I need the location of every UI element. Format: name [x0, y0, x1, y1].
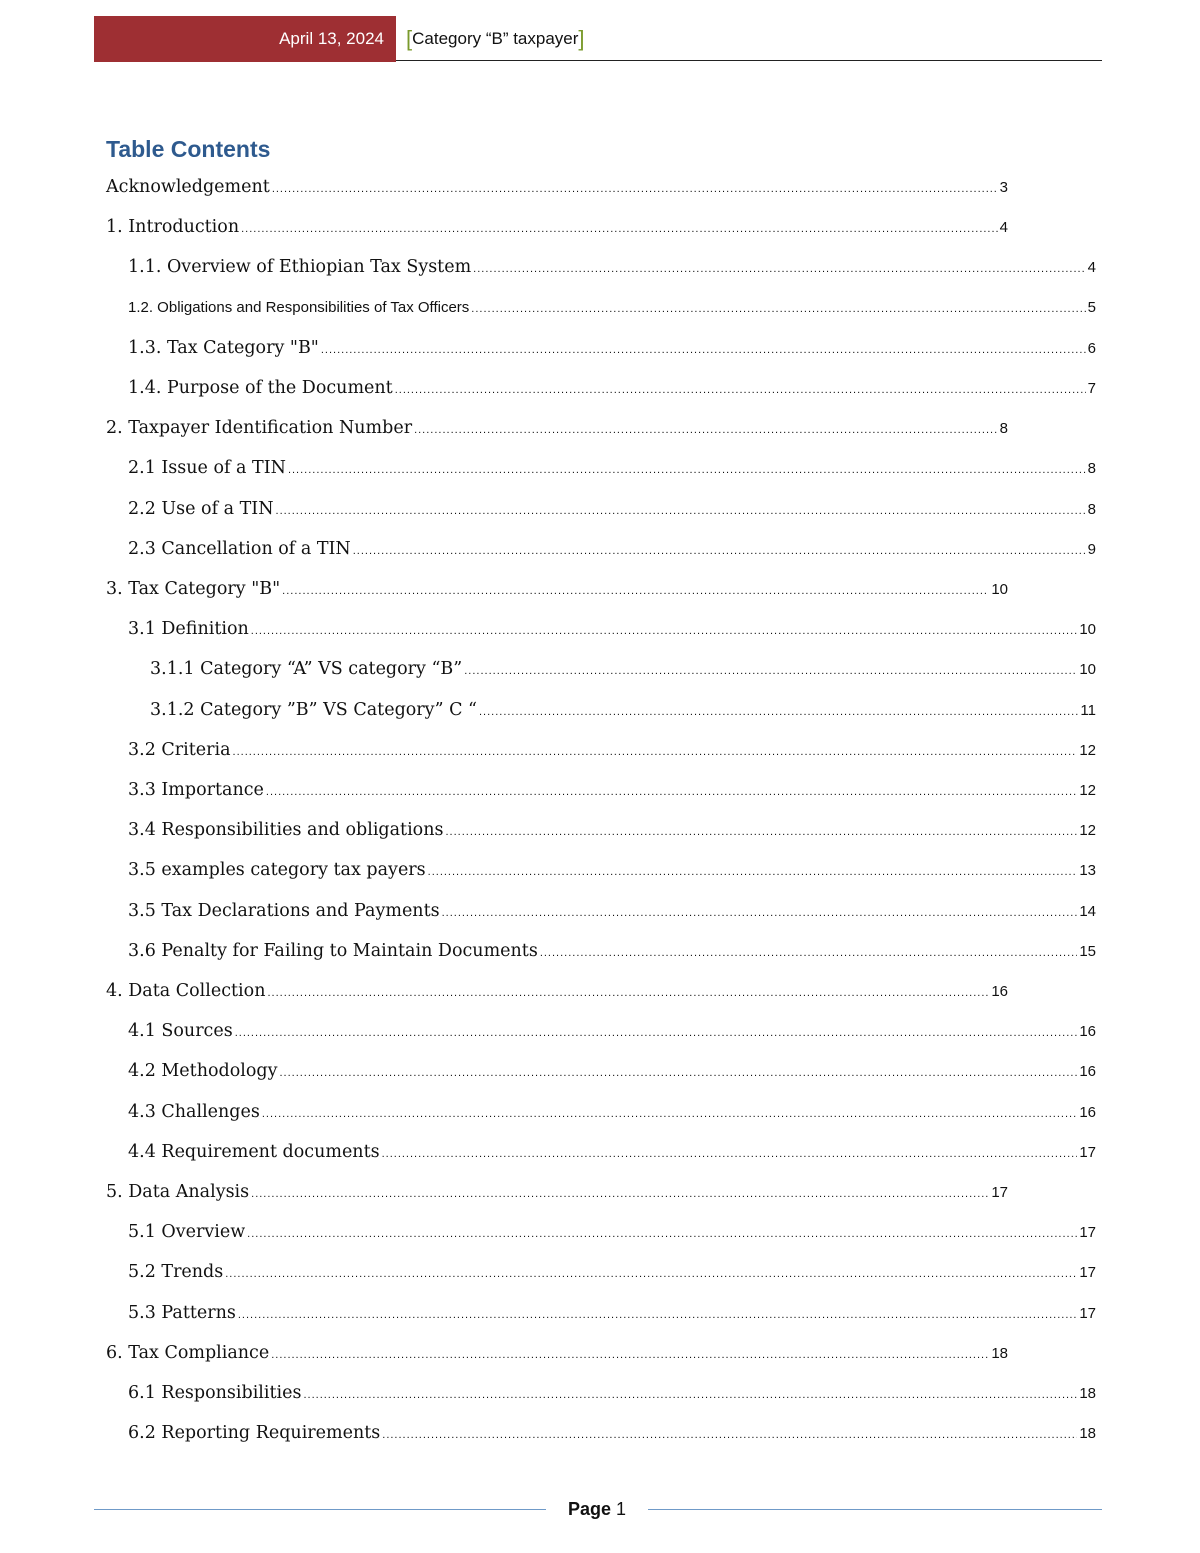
toc-entry-page: 17	[1079, 1304, 1096, 1322]
toc-dot-leader	[428, 857, 1078, 887]
toc-dot-leader	[251, 616, 1078, 646]
toc-entry[interactable]	[106, 574, 1008, 604]
toc-dot-leader	[464, 656, 1077, 686]
toc-entry[interactable]	[128, 1217, 1096, 1247]
toc-dot-leader	[271, 1340, 989, 1370]
toc-entry[interactable]	[128, 252, 1096, 282]
toc-entry-page: 10	[1079, 621, 1096, 639]
toc-entry[interactable]	[106, 212, 1008, 242]
toc-dot-leader	[479, 697, 1078, 727]
toc-entry-title: 4.1 Sources	[128, 1021, 233, 1042]
toc-entry[interactable]	[128, 1257, 1096, 1287]
toc-dot-leader	[251, 1179, 989, 1209]
toc-entry-title: 5.1 Overview	[128, 1222, 246, 1243]
toc-entry-page: 12	[1079, 741, 1096, 759]
header-date-block	[94, 16, 396, 62]
toc-entry-title: 2.3 Cancellation of a TIN	[128, 538, 351, 559]
toc-heading: Table Contents	[106, 136, 271, 162]
toc-entry-title: 6.2 Reporting Requirements	[128, 1423, 381, 1444]
toc-dot-leader	[272, 174, 998, 204]
toc-dot-leader	[382, 1420, 1077, 1450]
toc-entry-page: 7	[1087, 380, 1096, 397]
toc-entry-page: 5	[1087, 298, 1096, 316]
toc-entry-title: 4.4 Requirement documents	[128, 1141, 380, 1162]
toc-entry-title: 3.4 Responsibilities and obligations	[128, 820, 444, 841]
toc-entry-title: 1.3. Tax Category "B"	[128, 337, 319, 358]
toc-entry[interactable]	[128, 775, 1096, 805]
toc-entry-page: 11	[1080, 701, 1096, 719]
toc-entry-title: 3.5 examples category tax payers	[128, 860, 426, 881]
toc-entry[interactable]	[150, 654, 1096, 684]
toc-entry-page: 4	[1087, 259, 1096, 277]
toc-entry-title: 3.1.2 Category ”B” VS Category” C “	[150, 699, 477, 720]
toc-entry-title: 1.2. Obligations and Responsibilities of Tax Officers	[128, 298, 470, 316]
toc-entry-page: 8	[1087, 460, 1096, 478]
toc-entry-page: 17	[1079, 1224, 1096, 1242]
toc-entry-title: 1.1. Overview of Ethiopian Tax System	[128, 257, 472, 278]
footer-rule-right	[648, 1509, 1102, 1510]
toc-dot-leader	[225, 1259, 1077, 1289]
toc-dot-leader	[473, 254, 1085, 284]
toc-dot-leader	[233, 737, 1078, 767]
toc-dot-leader	[288, 455, 1086, 485]
toc-entry[interactable]	[128, 494, 1096, 524]
toc-dot-leader	[414, 415, 998, 445]
toc-entry-title: 3.1 Definition	[128, 619, 249, 640]
toc-entry-page: 17	[1079, 1264, 1096, 1282]
toc-entry-page: 16	[1079, 1023, 1096, 1041]
toc-entry-page: 9	[1087, 540, 1096, 558]
toc-entry-page: 16	[991, 983, 1008, 1000]
toc-entry-page: 4	[999, 219, 1008, 237]
toc-entry[interactable]	[128, 614, 1096, 644]
toc-entry-title: 1.4. Purpose of the Document	[128, 378, 393, 398]
toc-entry[interactable]	[128, 855, 1096, 885]
toc-dot-leader	[321, 335, 1086, 365]
toc-entry[interactable]	[106, 172, 1008, 202]
toc-entry[interactable]	[128, 534, 1096, 564]
toc-entry-title: 4.3 Challenges	[128, 1101, 260, 1122]
toc-entry-page: 13	[1079, 862, 1096, 880]
toc-entry-page: 18	[991, 1344, 1008, 1362]
toc-dot-leader	[382, 1139, 1078, 1169]
toc-entry[interactable]	[128, 373, 1096, 403]
toc-dot-leader	[442, 898, 1078, 928]
header-bracket-open: [	[406, 26, 413, 51]
toc-entry[interactable]	[128, 896, 1096, 926]
toc-entry[interactable]	[128, 293, 1096, 323]
toc-entry[interactable]	[128, 815, 1096, 845]
toc-dot-leader	[266, 777, 1077, 807]
toc-entry-title: 2.2 Use of a TIN	[128, 498, 274, 519]
toc-entry-title: 4. Data Collection	[106, 981, 266, 1001]
toc-dot-leader	[241, 214, 998, 244]
toc-entry-title: 2. Taxpayer Identification Number	[106, 418, 413, 439]
toc-entry[interactable]	[128, 1016, 1096, 1046]
toc-dot-leader	[267, 978, 989, 1008]
toc-entry[interactable]	[128, 1097, 1096, 1127]
toc-dot-leader	[276, 496, 1086, 526]
toc-entry[interactable]	[150, 695, 1096, 725]
toc-entry[interactable]	[106, 976, 1008, 1006]
toc-entry-page: 15	[1079, 942, 1096, 960]
footer-rule-left	[94, 1509, 546, 1510]
toc-entry-title: 3.2 Criteria	[128, 739, 231, 760]
toc-dot-leader	[235, 1018, 1078, 1048]
toc-entry-title: 5.3 Patterns	[128, 1302, 236, 1323]
page-footer	[94, 1494, 1102, 1524]
toc-dot-leader	[247, 1219, 1077, 1249]
toc-entry[interactable]	[106, 1177, 1008, 1207]
toc-entry[interactable]	[128, 735, 1096, 765]
toc-entry[interactable]	[106, 413, 1008, 443]
toc-entry[interactable]	[128, 1056, 1096, 1086]
toc-entry[interactable]	[128, 936, 1096, 966]
toc-entry[interactable]	[128, 1418, 1096, 1448]
toc-dot-leader	[282, 576, 989, 606]
toc-entry[interactable]	[128, 453, 1096, 483]
header-date: April 13, 2024	[279, 29, 384, 48]
toc-entry-title: 1. Introduction	[106, 217, 240, 238]
toc-dot-leader	[540, 938, 1078, 968]
toc-entry-page: 8	[999, 420, 1008, 438]
header-rule	[396, 60, 1102, 61]
toc-entry-title: Acknowledgement	[106, 177, 270, 197]
toc-dot-leader	[262, 1099, 1077, 1129]
page-header	[94, 16, 1102, 62]
toc-dot-leader	[303, 1380, 1077, 1410]
page-number	[546, 1494, 648, 1524]
toc-entry-page: 12	[1079, 782, 1096, 799]
toc-entry[interactable]	[128, 333, 1096, 363]
toc-entry[interactable]	[106, 1338, 1008, 1368]
toc-entry-title: 3.5 Tax Declarations and Payments	[128, 900, 440, 921]
toc-entry[interactable]	[128, 1298, 1096, 1328]
toc-entry-title: 6.1 Responsibilities	[128, 1383, 302, 1403]
toc-dot-leader	[353, 536, 1086, 566]
header-title-text: Category “B” taxpayer	[412, 29, 579, 48]
toc-entry-page: 10	[1079, 661, 1096, 679]
toc-entry-title: 3.1.1 Category “A” VS category “B”	[150, 659, 463, 680]
toc-entry-page: 14	[1079, 902, 1096, 920]
toc-entry-title: 6. Tax Compliance	[106, 1342, 270, 1363]
toc-entry-title: 2.1 Issue of a TIN	[128, 458, 286, 479]
toc-entry-page: 8	[1087, 500, 1096, 518]
toc-entry-title: 3.6 Penalty for Failing to Maintain Documents	[128, 940, 538, 961]
toc-dot-leader	[471, 294, 1085, 324]
toc-entry-page: 18	[1079, 1385, 1096, 1402]
toc-entry-page: 12	[1079, 822, 1096, 840]
toc-entry-page: 18	[1079, 1425, 1096, 1443]
page-label: Page	[567, 1498, 611, 1519]
toc-entry[interactable]	[128, 1378, 1096, 1408]
toc-entry-title: 4.2 Methodology	[128, 1061, 278, 1082]
toc-entry-page: 16	[1079, 1103, 1096, 1121]
toc-dot-leader	[395, 375, 1086, 405]
toc-dot-leader	[238, 1300, 1077, 1330]
toc-entry[interactable]	[128, 1137, 1096, 1167]
toc-entry-title: 5.2 Trends	[128, 1262, 224, 1283]
toc-entry-page: 10	[991, 581, 1008, 598]
toc-entry-title: 3.3 Importance	[128, 780, 264, 800]
toc-entry-page: 17	[991, 1184, 1008, 1201]
toc-entry-page: 6	[1087, 339, 1096, 357]
page-number-value: 1	[616, 1498, 627, 1519]
toc-entry-page: 3	[999, 179, 1008, 196]
toc-entry-title: 3. Tax Category "B"	[106, 579, 281, 599]
toc-dot-leader	[445, 817, 1077, 847]
header-document-title	[406, 16, 585, 62]
toc-entry-page: 16	[1079, 1063, 1096, 1081]
header-bracket-close: ]	[578, 26, 585, 51]
toc-entry-page: 17	[1079, 1143, 1096, 1161]
toc-dot-leader	[279, 1058, 1077, 1088]
toc-entry-title: 5. Data Analysis	[106, 1182, 250, 1202]
